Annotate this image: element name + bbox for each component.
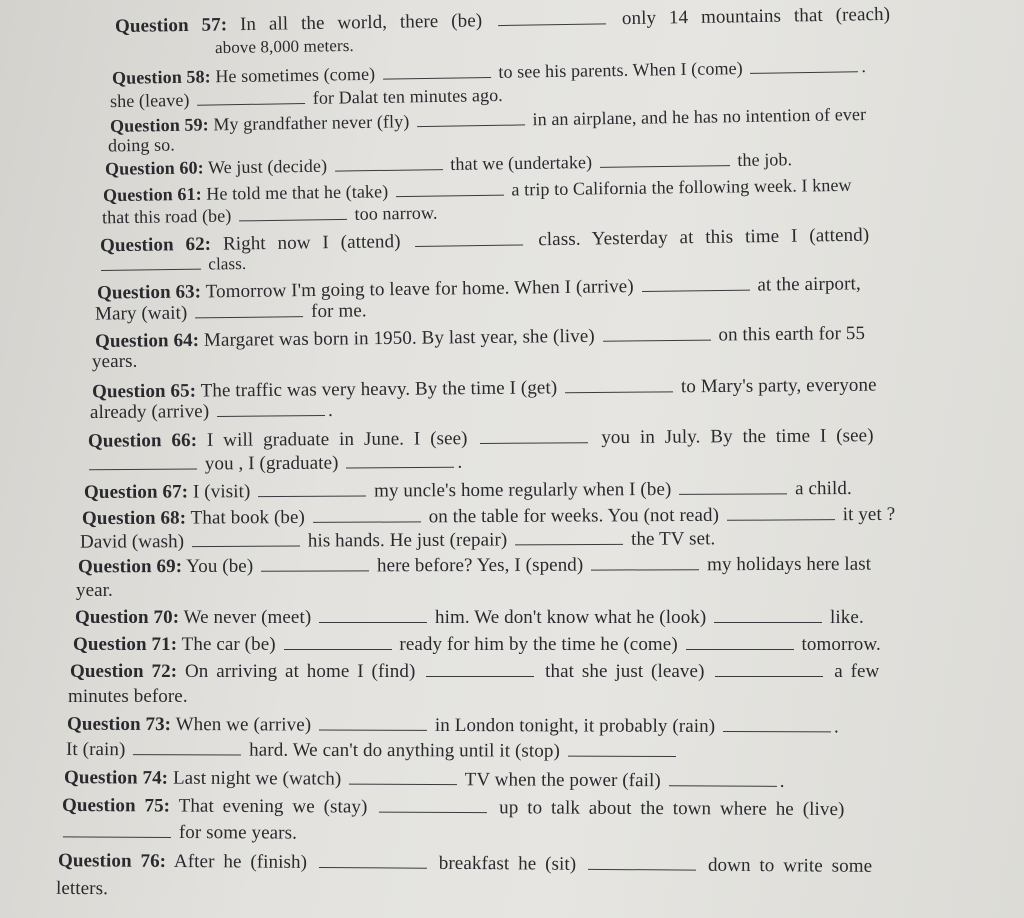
question-text: The traffic was very heavy. By the time I (get): [200, 377, 558, 402]
question-text: My grandfather never (fly): [213, 111, 410, 135]
question-text: We just (decide): [207, 155, 328, 178]
question-label: Question 72:: [70, 661, 178, 682]
question-text: it yet ?: [842, 503, 896, 526]
answer-blank[interactable]: [335, 155, 443, 172]
answer-blank[interactable]: [313, 507, 421, 523]
answer-blank[interactable]: [319, 716, 427, 731]
question-text: .: [779, 770, 785, 792]
answer-blank[interactable]: [319, 853, 427, 869]
answer-blank[interactable]: [319, 608, 427, 623]
answer-blank[interactable]: [480, 428, 588, 444]
question-label: Question 75:: [61, 794, 171, 817]
question-text: On arriving at home I (find): [184, 661, 416, 682]
answer-blank[interactable]: [379, 798, 487, 814]
answer-blank[interactable]: [239, 205, 347, 222]
question-text: that we (undertake): [450, 151, 593, 174]
question-text: Right now I (attend): [222, 231, 401, 255]
question-label: Question 63:: [96, 281, 202, 304]
question-64: [95, 321, 865, 354]
question-text: doing so.: [107, 134, 176, 156]
question-text: .: [327, 399, 334, 421]
question-text: the TV set.: [630, 528, 716, 550]
question-text: .: [861, 56, 867, 77]
question-label: Question 69:: [77, 556, 183, 578]
answer-blank[interactable]: [686, 635, 794, 650]
answer-blank[interactable]: [417, 110, 525, 127]
question-text: hard. We can't do anything until it (stop): [249, 739, 560, 762]
question-text: above 8,000 meters.: [214, 35, 354, 58]
answer-blank[interactable]: [349, 770, 457, 786]
question-text: He sometimes (come): [215, 63, 376, 87]
question-text: my holidays here last: [707, 553, 872, 576]
question-66-line-2: [86, 450, 462, 478]
question-75: [62, 793, 845, 822]
question-text: that this road (be): [101, 205, 232, 228]
question-text: a few: [834, 661, 880, 682]
question-text: my uncle's home regularly when I (be): [374, 478, 672, 502]
answer-blank[interactable]: [568, 742, 676, 757]
question-69: [78, 552, 871, 580]
answer-blank[interactable]: [602, 326, 710, 342]
question-text: Tomorrow I'm going to leave for home. When I (arrive): [205, 276, 634, 303]
question-text: Last night we (watch): [172, 767, 342, 790]
question-text: When we (arrive): [175, 714, 312, 736]
question-70: [75, 605, 864, 630]
question-label: Question 67:: [83, 481, 189, 504]
answer-blank[interactable]: [515, 530, 623, 546]
question-66: [88, 423, 874, 453]
question-label: Question 64:: [94, 329, 200, 353]
question-text: for some years.: [178, 822, 298, 844]
question-text: to Mary's party, everyone: [680, 374, 877, 398]
question-text: minutes before.: [68, 686, 188, 707]
question-text: you , I (graduate): [204, 452, 339, 475]
answer-blank[interactable]: [261, 556, 369, 571]
answer-blank[interactable]: [641, 276, 749, 292]
answer-blank[interactable]: [426, 662, 534, 677]
question-text: letters.: [55, 877, 109, 900]
question-label: Question 58:: [111, 66, 211, 88]
question-label: Question 60:: [104, 157, 204, 179]
question-label: Question 59:: [109, 114, 209, 136]
question-75-line-2: [60, 819, 297, 845]
question-text: tomorrow.: [801, 634, 881, 655]
answer-blank[interactable]: [750, 57, 858, 74]
question-62-line-2: [98, 251, 247, 278]
question-text: David (wash): [79, 531, 185, 553]
question-text: a trip to California the following week. I knew: [511, 174, 852, 200]
question-text: year.: [76, 580, 113, 601]
answer-blank[interactable]: [383, 63, 491, 80]
answer-blank[interactable]: [669, 771, 777, 787]
question-text: After he (finish): [173, 850, 308, 873]
answer-blank[interactable]: [197, 89, 305, 106]
question-text: He told me that he (take): [206, 181, 389, 204]
answer-blank[interactable]: [498, 9, 606, 26]
question-64-line-2: [92, 349, 138, 374]
answer-blank[interactable]: [133, 740, 241, 755]
question-61-line-2: [102, 201, 438, 231]
question-label: Question 74:: [63, 767, 169, 789]
question-text: Margaret was born in 1950. By last year, she (live): [203, 325, 595, 351]
answer-blank[interactable]: [714, 608, 822, 623]
question-label: Question 62:: [99, 233, 212, 257]
question-label: Question 70:: [75, 607, 180, 628]
question-text: down to write some: [707, 854, 873, 877]
question-text: in an airplane, and he has no intention of ever: [532, 104, 867, 130]
question-text: ready for him by the time he (come): [399, 634, 678, 655]
question-label: Question 76:: [57, 850, 167, 872]
question-76: [58, 848, 872, 879]
question-text: him. We don't know what he (look): [434, 607, 707, 628]
question-text: too narrow.: [354, 202, 438, 224]
question-text: here before? Yes, I (spend): [376, 554, 584, 577]
question-text: In all the world, there (be): [239, 10, 483, 36]
question-text: That book (be): [190, 506, 306, 529]
question-57: [115, 2, 890, 39]
question-72-line-2: [68, 684, 188, 709]
question-71: [73, 632, 881, 657]
answer-blank[interactable]: [258, 482, 366, 498]
question-72: [70, 659, 879, 684]
question-63-line-2: [95, 298, 367, 326]
question-text: like.: [830, 607, 864, 628]
question-text: class. Yesterday at this time I (attend): [538, 224, 870, 251]
answer-blank[interactable]: [727, 505, 835, 521]
question-text: the job.: [737, 149, 793, 170]
question-text: TV when the power (fail): [464, 769, 661, 792]
question-text: in London tonight, it probably (rain): [434, 714, 716, 737]
question-text: That evening we (stay): [178, 795, 368, 818]
question-label: Question 66:: [87, 429, 198, 452]
question-text: Mary (wait): [94, 302, 188, 325]
answer-blank[interactable]: [565, 377, 673, 393]
answer-blank[interactable]: [101, 255, 201, 271]
question-label: Question 61:: [102, 183, 202, 206]
answer-blank[interactable]: [415, 230, 523, 247]
answer-blank[interactable]: [600, 151, 730, 168]
question-text: up to talk about the town where he (live): [499, 797, 845, 821]
question-label: Question 68:: [81, 507, 187, 530]
question-69-line-2: [76, 578, 113, 603]
question-73-line-2: [66, 737, 679, 764]
answer-blank[interactable]: [217, 401, 325, 417]
answer-blank[interactable]: [588, 855, 696, 871]
question-text: It (rain): [65, 738, 126, 761]
question-text: you in July. By the time I (see): [601, 425, 874, 449]
question-text: I (visit): [192, 481, 251, 503]
question-text: a child.: [795, 477, 852, 500]
answer-blank[interactable]: [346, 453, 454, 469]
question-76-line-2: [56, 876, 108, 901]
question-text: .: [457, 451, 463, 473]
question-73: [67, 712, 839, 740]
question-text: I will graduate in June. I (see): [206, 428, 468, 451]
question-57-line-2: [215, 33, 354, 60]
answer-blank[interactable]: [396, 181, 504, 198]
answer-blank[interactable]: [723, 717, 831, 732]
question-text: breakfast he (sit): [438, 852, 577, 875]
question-65-line-2: [90, 398, 333, 425]
question-text: she (leave): [109, 89, 190, 112]
question-text: on the table for weeks. You (not read): [428, 504, 720, 528]
answer-blank[interactable]: [591, 555, 699, 570]
question-text: his hands. He just (repair): [307, 529, 508, 552]
answer-blank[interactable]: [192, 532, 300, 548]
question-text: already (arrive): [89, 401, 210, 424]
question-67: [84, 476, 852, 505]
answer-blank[interactable]: [679, 479, 787, 495]
answer-blank[interactable]: [195, 302, 303, 318]
question-text: You (be): [186, 555, 254, 578]
answer-blank[interactable]: [715, 662, 823, 677]
question-68-line-2: [80, 526, 715, 554]
question-text: to see his parents. When I (come): [498, 58, 743, 82]
question-text: for me.: [310, 300, 367, 323]
question-label: Question 57:: [114, 14, 228, 38]
question-text: on this earth for 55: [718, 322, 866, 346]
question-text: class.: [208, 253, 247, 274]
question-text: years.: [91, 350, 138, 373]
question-text: for Dalat ten minutes ago.: [312, 84, 503, 108]
question-text: at the airport,: [757, 273, 861, 296]
answer-blank[interactable]: [284, 635, 392, 650]
question-label: Question 65:: [91, 380, 197, 403]
question-text: that she just (leave): [545, 661, 705, 682]
question-text: We never (meet): [183, 607, 312, 628]
question-text: .: [833, 716, 839, 738]
answer-blank[interactable]: [63, 822, 171, 838]
answer-blank[interactable]: [89, 455, 197, 471]
question-74: [64, 765, 785, 794]
question-text: The car (be): [181, 634, 276, 655]
question-label: Question 73:: [66, 713, 172, 736]
question-59-line-2: [108, 132, 175, 158]
question-label: Question 71:: [73, 634, 178, 655]
question-text: only 14 mountains that (reach): [621, 3, 891, 30]
